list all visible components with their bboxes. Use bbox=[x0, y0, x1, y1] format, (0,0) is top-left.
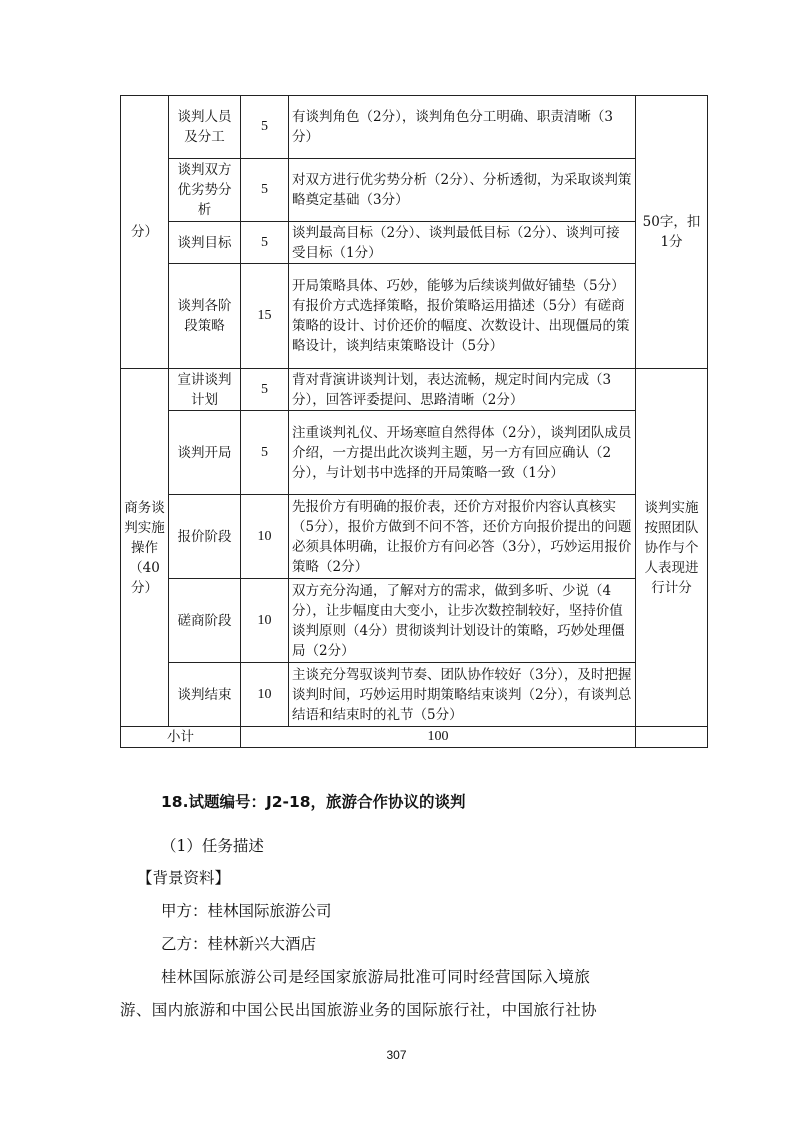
intro-line-2: 游、国内旅游和中国公民出国旅游业务的国际旅行社，中国旅行社协 bbox=[120, 1001, 598, 1019]
subtotal-score: 100 bbox=[241, 727, 636, 748]
note-cell: 谈判实施按照团队协作与个人表现进行计分 bbox=[636, 369, 708, 727]
criteria-cell: 注重谈判礼仪、开场寒暄自然得体（2分），谈判团队成员介绍，一方提出此次谈判主题，另一方有回应确认（2分），与计划书中选择的开局策略一致（1分） bbox=[289, 411, 636, 495]
category-cell: 商务谈判实施操作（40分） bbox=[121, 369, 169, 727]
item-cell: 谈判结束 bbox=[169, 663, 241, 727]
table-row bbox=[121, 495, 708, 579]
table-row bbox=[121, 663, 708, 727]
item-cell: 宣讲谈判计划 bbox=[169, 369, 241, 411]
item-cell: 谈判目标 bbox=[169, 222, 241, 264]
intro-line-1: 桂林国际旅游公司是经国家旅游局批准可同时经营国际入境旅 bbox=[161, 968, 591, 986]
table-row bbox=[121, 222, 708, 264]
background-label: 【背景资料】 bbox=[137, 869, 231, 887]
criteria-cell: 谈判最高目标（2分）、谈判最低目标（2分）、谈判可接受目标（1分） bbox=[289, 222, 636, 264]
score-cell: 15 bbox=[241, 264, 289, 369]
score-cell: 5 bbox=[241, 222, 289, 264]
page-number: 307 bbox=[386, 1048, 407, 1062]
note-cell: 50字，扣1分 bbox=[636, 96, 708, 369]
table-row bbox=[121, 411, 708, 495]
score-cell: 10 bbox=[241, 663, 289, 727]
subtotal-label: 小计 bbox=[121, 727, 241, 748]
item-cell: 谈判人员及分工 bbox=[169, 96, 241, 159]
scoring-table bbox=[120, 95, 708, 748]
section-heading: 18.试题编号：J2-18，旅游合作协议的谈判 bbox=[161, 793, 466, 811]
item-cell: 谈判开局 bbox=[169, 411, 241, 495]
table-row bbox=[121, 159, 708, 222]
table-row bbox=[121, 369, 708, 411]
criteria-cell: 背对背演讲谈判计划，表达流畅，规定时间内完成（3分），回答评委提问、思路清晰（2分） bbox=[289, 369, 636, 411]
table-row bbox=[121, 579, 708, 663]
table-row bbox=[121, 96, 708, 159]
table-row bbox=[121, 264, 708, 369]
criteria-cell: 开局策略具体、巧妙，能够为后续谈判做好铺垫（5分）有报价方式选择策略，报价策略运用描述（5分）有磋商策略的设计、讨价还价的幅度、次数设计、出现僵局的策略设计，谈判结束策略设计（5分） bbox=[289, 264, 636, 369]
item-cell: 磋商阶段 bbox=[169, 579, 241, 663]
criteria-cell: 对双方进行优劣势分析（2分）、分析透彻，为采取谈判策略奠定基础（3分） bbox=[289, 159, 636, 222]
item-cell: 谈判各阶段策略 bbox=[169, 264, 241, 369]
item-cell: 谈判双方优劣势分析 bbox=[169, 159, 241, 222]
criteria-cell: 先报价方有明确的报价表，还价方对报价内容认真核实（5分），报价方做到不问不答，还价方向报价提出的问题必须具体明确，让报价方有问必答（3分），巧妙运用报价策略（2分） bbox=[289, 495, 636, 579]
subtotal-row bbox=[121, 727, 708, 748]
subtotal-note-cell bbox=[636, 727, 708, 748]
score-cell: 5 bbox=[241, 369, 289, 411]
score-cell: 5 bbox=[241, 411, 289, 495]
task-description-label: （1）任务描述 bbox=[161, 837, 264, 855]
criteria-cell: 双方充分沟通，了解对方的需求，做到多听、少说（4分），让步幅度由大变小，让步次数控制较好，坚持价值谈判原则（4分）贯彻谈判计划设计的策略，巧妙处理僵局（2分） bbox=[289, 579, 636, 663]
party-a: 甲方：桂林国际旅游公司 bbox=[161, 902, 332, 920]
score-cell: 10 bbox=[241, 495, 289, 579]
party-b: 乙方：桂林新兴大酒店 bbox=[161, 935, 317, 953]
category-cell: 分） bbox=[121, 96, 169, 369]
score-cell: 5 bbox=[241, 96, 289, 159]
score-cell: 5 bbox=[241, 159, 289, 222]
criteria-cell: 主谈充分驾驭谈判节奏、团队协作较好（3分），及时把握谈判时间，巧妙运用时期策略结束谈判（2分），有谈判总结语和结束时的礼节（5分） bbox=[289, 663, 636, 727]
item-cell: 报价阶段 bbox=[169, 495, 241, 579]
score-cell: 10 bbox=[241, 579, 289, 663]
criteria-cell: 有谈判角色（2分），谈判角色分工明确、职责清晰（3分） bbox=[289, 96, 636, 159]
